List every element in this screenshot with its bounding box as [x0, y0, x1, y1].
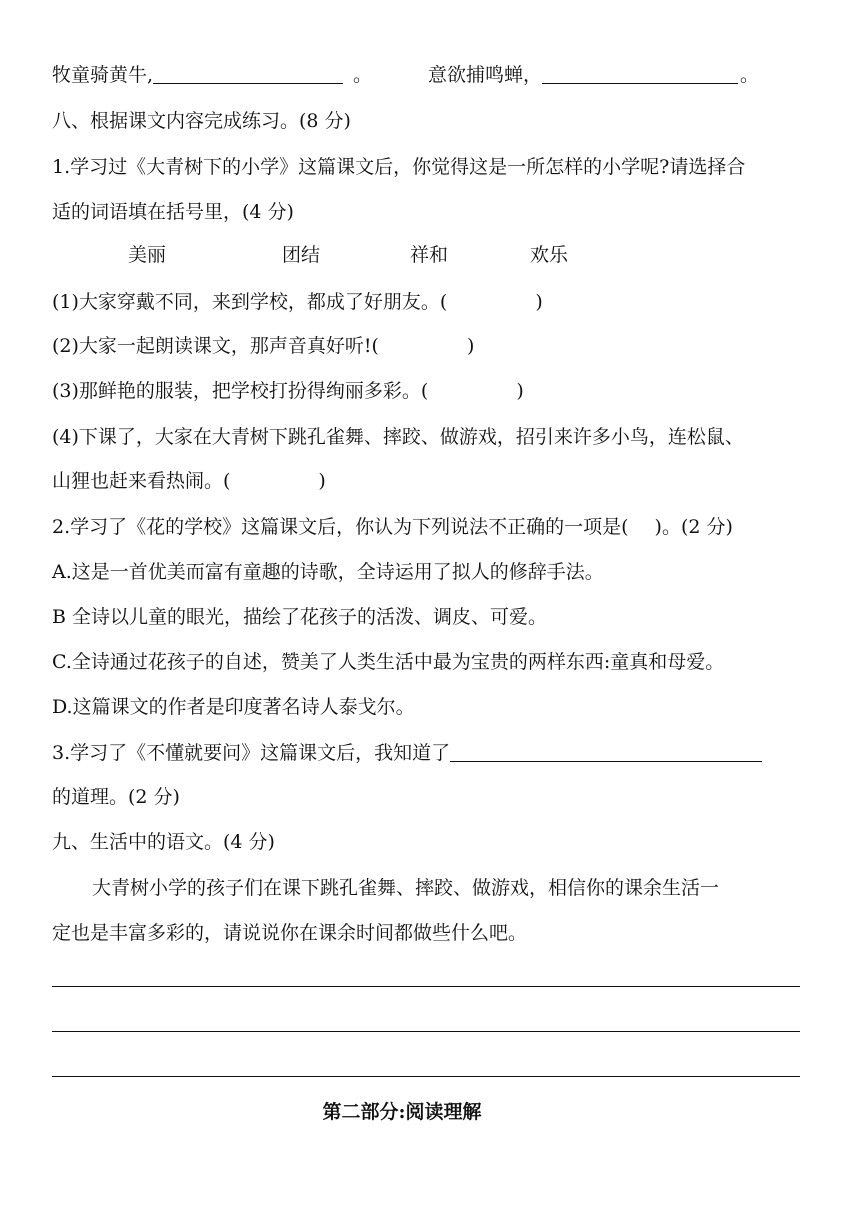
q1-item-4-text: 山狸也赶来看热闹。(	[52, 470, 231, 492]
q1-item-2-text: (2)大家一起朗读课文，那声音真好听!(	[52, 335, 379, 357]
poem-blank-2[interactable]	[542, 65, 738, 84]
q1-item-1-text: (1)大家穿戴不同，来到学校，都成了好朋友。(	[52, 291, 448, 313]
q1-item-2-close: )	[466, 335, 475, 357]
q2-stem-end: )。(2 分)	[654, 516, 733, 538]
part2-title: 第二部分:阅读理解	[322, 1101, 482, 1123]
q2-choice-b: B 全诗以儿童的眼光，描绘了花孩子的活泼、调皮、可爱。	[52, 606, 548, 628]
section8-title: 八、根据课文内容完成练习。(8 分)	[52, 110, 351, 132]
q3-text: 3.学习了《不懂就要问》这篇课文后，我知道了	[52, 742, 451, 764]
answer-line-2[interactable]	[52, 1031, 800, 1032]
q1-option-2: 团结	[282, 244, 321, 266]
q1-option-4: 欢乐	[530, 244, 569, 266]
q1-item-4-line2	[52, 468, 326, 494]
q3-line2: 的道理。(2 分)	[52, 786, 180, 808]
section9-paragraph-line2: 定也是丰富多彩的，请说说你在课余时间都做些什么吧。	[52, 922, 528, 944]
q1-option-1: 美丽	[128, 244, 167, 266]
q2-choice-a: A.这是一首优美而富有童趣的诗歌，全诗运用了拟人的修辞手法。	[52, 561, 604, 583]
q1-item-1	[52, 289, 543, 315]
poem-left-text: 牧童骑黄牛,	[52, 64, 154, 86]
q1-item-3-text: (3)那鲜艳的服装，把学校打扮得绚丽多彩。(	[52, 380, 429, 402]
poem-blank-1[interactable]	[153, 65, 343, 84]
poem-left-end: 。	[353, 64, 373, 86]
q1-item-3	[52, 378, 524, 404]
q2-stem	[52, 514, 733, 540]
answer-line-1[interactable]	[52, 986, 800, 987]
q1-item-1-close: )	[535, 291, 543, 313]
q1-item-2	[52, 333, 474, 359]
q1-text-line2: 适的词语填在括号里，(4 分)	[52, 201, 294, 223]
poem-right-end: 。	[740, 64, 760, 86]
q1-item-4-close: )	[318, 470, 326, 492]
q3-line1	[52, 740, 762, 766]
q1-text-line1: 1.学习过《大青树下的小学》这篇课文后，你觉得这是一所怎样的小学呢?请选择合	[52, 156, 746, 178]
q1-option-3: 祥和	[410, 244, 449, 266]
poem-right-segment	[428, 62, 759, 88]
section9-title: 九、生活中的语文。(4 分)	[52, 831, 275, 853]
answer-line-3[interactable]	[52, 1076, 800, 1077]
poem-fill-line	[52, 62, 372, 88]
q2-choice-d: D.这篇课文的作者是印度著名诗人泰戈尔。	[52, 696, 415, 718]
q2-stem-text: 2.学习了《花的学校》这篇课文后，你认为下列说法不正确的一项是(	[52, 516, 629, 538]
q1-item-4-line1: (4)下课了，大家在大青树下跳孔雀舞、摔跤、做游戏，招引来许多小鸟，连松鼠、	[52, 426, 744, 448]
q3-answer-blank[interactable]	[450, 743, 762, 762]
q1-item-3-close: )	[516, 380, 524, 402]
poem-right-text: 意欲捕鸣蝉，	[428, 64, 543, 86]
section9-paragraph-line1: 大青树小学的孩子们在课下跳孔雀舞、摔跤、做游戏，相信你的课余生活一	[92, 877, 720, 899]
q2-choice-c: C.全诗通过花孩子的自述，赞美了人类生活中最为宝贵的两样东西:童真和母爱。	[52, 651, 725, 673]
